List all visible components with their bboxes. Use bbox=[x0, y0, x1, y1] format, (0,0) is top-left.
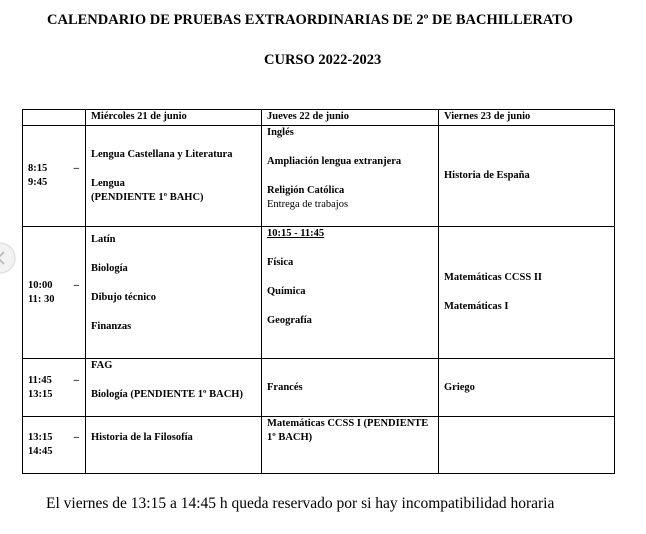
time-separator: – bbox=[73, 432, 79, 443]
column-header-friday: Viernes 23 de junio bbox=[439, 110, 615, 126]
subject-entry: Biología (PENDIENTE 1º BACH) bbox=[91, 389, 243, 400]
time-start: 11:45 bbox=[28, 374, 52, 386]
subject-entry: Lengua bbox=[91, 177, 125, 189]
cell-thursday bbox=[262, 126, 439, 227]
table-row bbox=[23, 417, 615, 474]
cell-wednesday bbox=[86, 126, 262, 227]
subject-entry: 1º BACH) bbox=[267, 432, 313, 443]
cell-wednesday bbox=[86, 227, 262, 359]
table-row bbox=[23, 359, 615, 417]
document-title: CALENDARIO DE PRUEBAS EXTRAORDINARIAS DE 2º DE BACHILLERATO bbox=[47, 12, 573, 28]
table-header-empty bbox=[23, 110, 86, 126]
time-separator: – bbox=[73, 279, 79, 291]
subject-entry: Inglés bbox=[267, 127, 294, 138]
subject-entry: Geografía bbox=[267, 315, 312, 326]
subject-entry: FAG bbox=[91, 360, 113, 371]
subject-entry: Lengua Castellana y Literatura bbox=[91, 148, 233, 160]
cell-wednesday bbox=[86, 359, 262, 417]
time-start: 8:15 bbox=[28, 163, 48, 174]
time-slot bbox=[23, 359, 86, 417]
subject-entry: Latín bbox=[91, 234, 116, 245]
subject-entry: Matemáticas I bbox=[444, 301, 509, 312]
cell-wednesday bbox=[86, 417, 262, 474]
document-subtitle: CURSO 2022-2023 bbox=[264, 52, 382, 68]
time-end: 9:45 bbox=[28, 177, 48, 188]
time-slot bbox=[23, 126, 86, 227]
time-start: 13:15 bbox=[28, 432, 53, 443]
time-separator: – bbox=[73, 374, 79, 386]
column-header-wednesday: Miércoles 21 de junio bbox=[86, 110, 262, 126]
subject-entry: Dibujo técnico bbox=[91, 292, 157, 303]
subject-entry: Historia de la Filosofía bbox=[91, 432, 193, 443]
subject-entry: Griego bbox=[444, 381, 475, 393]
footer-note: El viernes de 13:15 a 14:45 h queda reservado por si hay incompatibilidad horaria bbox=[46, 495, 555, 512]
subject-entry: Francés bbox=[267, 381, 303, 393]
subject-entry: Matemáticas CCSS II bbox=[444, 272, 542, 283]
cell-friday bbox=[439, 417, 615, 474]
table-row bbox=[23, 227, 615, 359]
cell-friday bbox=[439, 126, 615, 227]
subject-entry: Química bbox=[267, 286, 306, 297]
time-end: 11: 30 bbox=[28, 293, 55, 305]
time-end: 13:15 bbox=[28, 388, 53, 400]
time-slot bbox=[23, 417, 86, 474]
column-header-thursday: Jueves 22 de junio bbox=[262, 110, 439, 126]
time-start: 10:00 bbox=[28, 279, 53, 291]
cell-friday bbox=[439, 227, 615, 359]
time-separator: – bbox=[73, 163, 79, 174]
exam-schedule-table bbox=[22, 109, 615, 474]
cell-thursday bbox=[262, 417, 439, 474]
cell-friday bbox=[439, 359, 615, 417]
cell-thursday bbox=[262, 359, 439, 417]
cell-thursday bbox=[262, 227, 439, 359]
subject-entry: Finanzas bbox=[91, 321, 132, 332]
subject-entry: Matemáticas CCSS I (PENDIENTE bbox=[267, 418, 429, 429]
subject-entry: Biología bbox=[91, 263, 128, 274]
subject-note: Entrega de trabajos bbox=[267, 199, 349, 210]
time-end: 14:45 bbox=[28, 446, 53, 457]
table-header-row bbox=[23, 110, 615, 126]
chevron-left-icon[interactable] bbox=[0, 241, 18, 275]
subject-entry: Ampliación lengua extranjera bbox=[267, 156, 402, 167]
time-slot bbox=[23, 227, 86, 359]
subject-entry: Religión Católica bbox=[267, 185, 345, 196]
subject-entry: Física bbox=[267, 257, 294, 268]
subject-entry: Historia de España bbox=[444, 170, 530, 181]
subject-note: (PENDIENTE 1º BAHC) bbox=[91, 191, 204, 203]
table-row bbox=[23, 126, 615, 227]
time-override: 10:15 - 11:45 bbox=[267, 228, 325, 239]
